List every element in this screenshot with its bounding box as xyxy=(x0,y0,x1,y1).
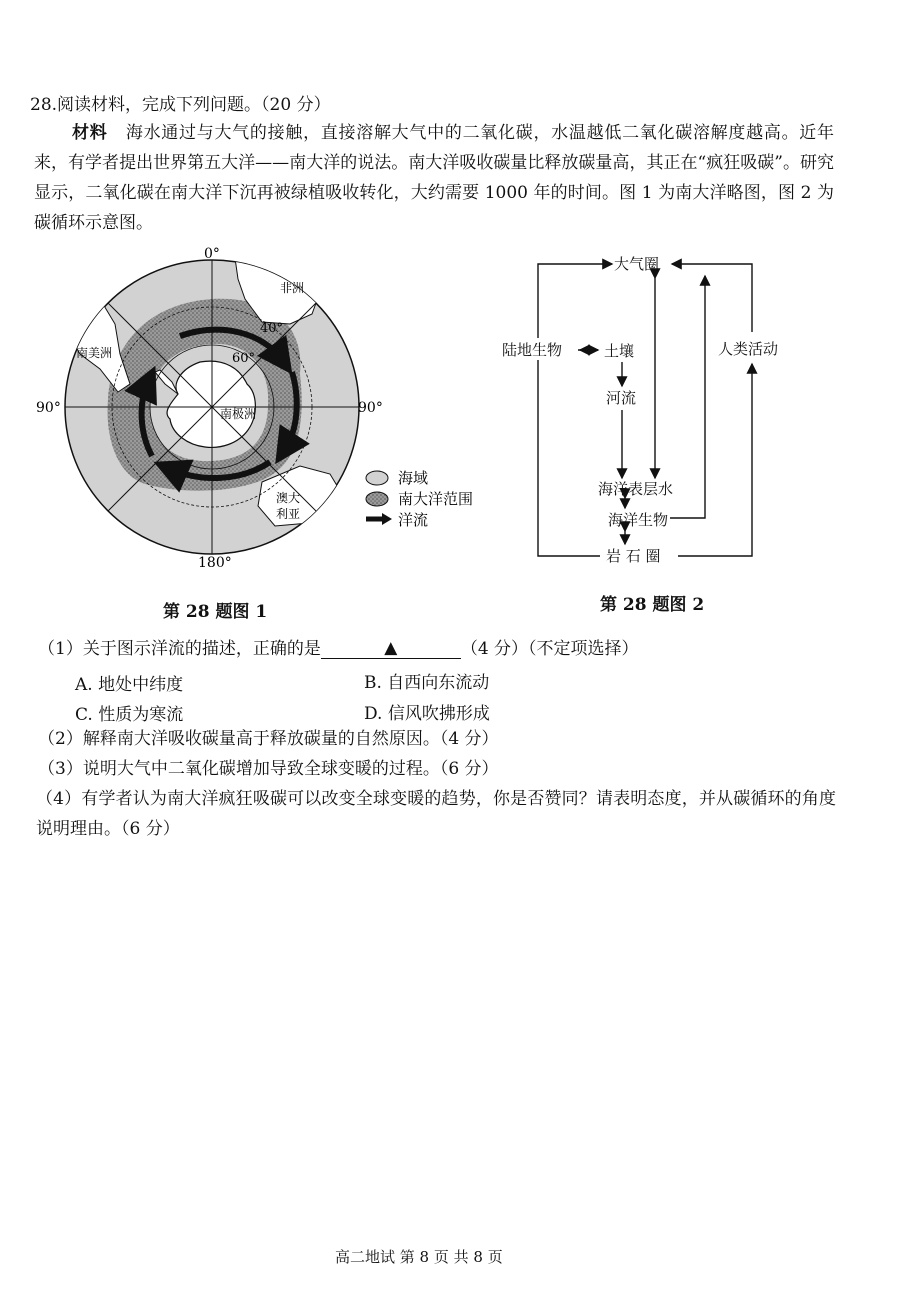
legend-sea-swatch xyxy=(366,471,388,485)
material-paragraph xyxy=(34,118,834,238)
node-ocean-biology: 海洋生物 xyxy=(608,511,669,529)
figure1-caption: 第 28 题图 1 xyxy=(163,602,268,622)
q1-option-a: A. 地处中纬度 xyxy=(75,675,184,695)
q1-option-d: D. 信风吹拂形成 xyxy=(364,704,490,724)
legend-southern-ocean: 南大洋范围 xyxy=(398,490,474,508)
material-text: 海水通过与大气的接触，直接溶解大气中的二氧化碳，水温越低二氧化碳溶解度越高。近年来，有学者提出世界第五大洋——南大洋的说法。南大洋吸收碳量比释放碳量高，其正在“疯狂吸碳”。研究显示，二氧化碳在南大洋下沉再被绿植吸收转化，大约需要 1000 年的时间。图 1 为南大洋略图，图 2 为碳循环示意图。 xyxy=(34,123,835,233)
node-human-activity: 人类活动 xyxy=(718,340,779,358)
figure2-caption: 第 28 题图 2 xyxy=(600,595,705,615)
label-0-deg: 0° xyxy=(204,246,220,262)
q3-text: （3）说明大气中二氧化碳增加导致全球变暖的过程。（6 分） xyxy=(38,759,499,779)
label-antarctica: 南极洲 xyxy=(220,407,257,421)
q2-text: （2）解释南大洋吸收碳量高于释放碳量的自然原因。（4 分） xyxy=(38,729,499,749)
carbon-cycle-diagram xyxy=(500,246,810,576)
q1-suffix: （4 分）（不定项选择） xyxy=(460,639,639,659)
label-40-lat: 40° xyxy=(260,321,284,336)
node-ocean-surface-water: 海洋表层水 xyxy=(598,480,674,498)
label-90-deg-east: 90° xyxy=(358,400,383,416)
legend-current: 洋流 xyxy=(398,511,429,529)
label-south-america: 南美洲 xyxy=(76,346,113,360)
question-heading: 28.阅读材料，完成下列问题。（20 分） xyxy=(30,95,331,115)
arrow-oceanbio-atmosphere xyxy=(670,276,705,518)
legend-southern-ocean-swatch xyxy=(366,492,388,506)
q1-option-b: B. 自西向东流动 xyxy=(364,673,490,693)
node-lithosphere: 岩 石 圈 xyxy=(606,547,661,565)
label-africa: 非洲 xyxy=(280,281,305,295)
arrow-human-atmosphere xyxy=(672,264,752,332)
material-label: 材料 xyxy=(72,123,108,143)
q1-answer-blank[interactable] xyxy=(321,638,461,659)
map-legend xyxy=(364,466,484,536)
page-footer: 高二地试 第 8 页 共 8 页 xyxy=(335,1248,503,1266)
southern-ocean-map xyxy=(0,244,420,584)
label-australia-1: 澳大 xyxy=(276,491,301,505)
q4-text: （4）有学者认为南大洋疯狂吸碳可以改变全球变暖的趋势，你是否赞同？请表明态度，并从碳循环的角度说明理由。（6 分） xyxy=(36,789,836,839)
label-australia-2: 利亚 xyxy=(276,507,301,521)
legend-sea: 海域 xyxy=(398,469,429,487)
graticule xyxy=(65,260,359,554)
q1-option-c: C. 性质为寒流 xyxy=(75,705,184,725)
node-atmosphere: 大气圈 xyxy=(614,255,660,273)
label-90-deg-west: 90° xyxy=(36,400,61,416)
label-60-lat: 60° xyxy=(232,351,256,366)
label-180-deg: 180° xyxy=(198,555,232,571)
arrow-lithosphere-human xyxy=(678,364,752,556)
blank-triangle-icon: ▲ xyxy=(384,638,398,658)
legend-current-arrowhead xyxy=(382,513,392,525)
q1-text xyxy=(38,638,639,659)
node-land-biology: 陆地生物 xyxy=(502,341,563,359)
node-soil: 土壤 xyxy=(604,342,635,360)
arrow-lithosphere-left-loop xyxy=(538,360,600,556)
node-river: 河流 xyxy=(606,389,637,407)
arrow-landbio-atmosphere xyxy=(538,264,612,338)
q1-stem: （1）关于图示洋流的描述，正确的是 xyxy=(38,639,321,659)
